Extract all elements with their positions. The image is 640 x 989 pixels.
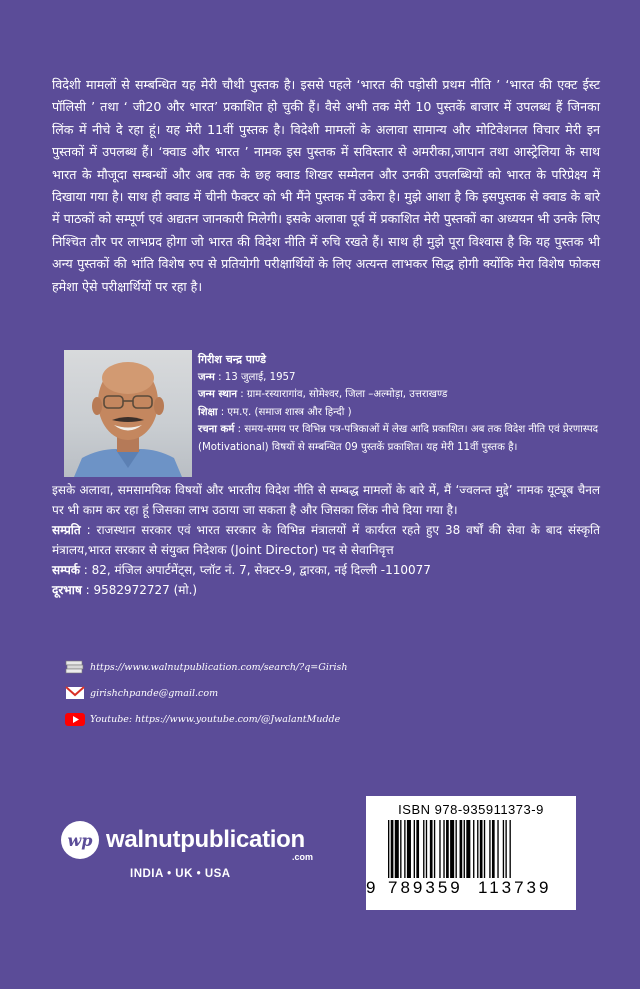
author-birthplace: जन्म स्थान : ग्राम-रस्यारागांव, सोमेश्वर, जिला –अल्मोड़ा, उत्तराखण्ड — [198, 389, 448, 401]
phone-line: दूरभाष : 9582972727 (मो.) — [52, 583, 198, 597]
mail-icon — [64, 685, 86, 701]
books-icon — [64, 659, 86, 675]
books-link-row[interactable] — [64, 658, 347, 676]
publisher-logo — [60, 820, 320, 860]
youtube-link-row[interactable] — [64, 710, 347, 728]
email-link-row[interactable] — [64, 684, 347, 702]
author-name: गिरीश चन्द्र पाण्डे — [198, 353, 266, 366]
publisher-regions: INDIA • UK • USA — [130, 868, 231, 880]
youtube-channel-note: इसके अलावा, समसामयिक विषयों और भारतीय विदेश नीति से सम्बद्ध मामलों के बारे में, मैं ‘ज्वलन्त मुद्दे’ नामक यूट्यूब चैनल पर भी काम कर रहा हूं जिसका लाभ उठाया जा सकता है और जिसका लिंक नीचे दिया गया है। — [52, 483, 600, 517]
additional-info — [52, 480, 600, 600]
publisher-domain: .com — [292, 852, 314, 862]
publisher-name: walnutpublication — [106, 826, 305, 853]
career-line: सम्प्रति : राजस्थान सरकार एवं भारत सरकार के विभिन्न मंत्रालयों में कार्यरत रहते हुए 38 वर्षों की सेवा के बाद संस्कृति मंत्रालय,भारत सरकार से संयुक्त निदेशक (Joint Director) पद से सेवानिवृत्त — [52, 523, 600, 557]
author-education: शिक्षा : एम.ए. (समाज शास्त्र और हिन्दी ) — [198, 406, 352, 418]
contact-line: सम्पर्क : 82, मंजिल अपार्टमेंट्स, प्लॉट नं. 7, सेक्टर-9, द्वारका, नई दिल्ली -110077 — [52, 563, 431, 577]
intro-paragraph: विदेशी मामलों से सम्बन्धित यह मेरी चौथी पुस्तक है। इससे पहले ‘भारत की पड़ोसी प्रथम नीति ’ ‘भारत की एक्ट ईस्ट पॉलिसी ’ तथा ‘ जी20 और भारत’ प्रकाशित हो चुकी हैं। वैसे अभी तक मेरी 10 पुस्तकें बाजार में उपलब्ध हैं जिनका लिंक में नीचे दे रहा हूं। यह मेरी 11वीं पुस्तक है। विदेशी मामलों के अलावा सामान्य और मोटिवेशनल विचार मेरी इन पुस्तकों में उपलब्ध हैं। ‘क्वाड और भारत ’ नामक इस पुस्तक में सविस्तार से अमरीका,जापान तथा आस्ट्रेलिया के साथ भारत के मौजूदा सम्बन्धों और अब तक के छह क्वाड शिखर सम्मेलन और उनकी उपलब्धियों को भारत के परिप्रेक्ष्य में दिखाया गया है। साथ ही क्वाड में चीनी फैक्टर को भी मैंने पुस्तक में उकेरा है। मुझे आशा है कि इसपुस्तक से क्वाड के बारे में पाठकों को सम्पूर्ण एवं अद्यतन जानकारी मिलेगी। इसके अलावा पूर्व में प्रकाशित मेरी पुस्तकों का अध्ययन भी उनके लिए निश्चित तौर पर लाभप्रद होगा जो भारत की विदेश नीति में रुचि रखते हैं। साथ ही मुझे पूरा विश्वास है कि यह पुस्तक भी अन्य पुस्तकों की भांति विशेष रुप से प्रतियोगी परीक्षार्थियों के लिए अत्यन्त लाभकर सिद्ध होगी क्योंकि मेरा विशेष फोकस हमेशा ऐसे परीक्षार्थियों पर रहा है। — [52, 77, 600, 294]
svg-text:wp: wp — [67, 831, 93, 850]
isbn-barcode: ISBN 978-935911373-9 9 789359 113739 — [366, 796, 576, 910]
barcode-bars — [376, 820, 566, 878]
youtube-link[interactable]: Youtube: https://www.youtube.com/@JwalantMudde — [90, 713, 341, 725]
books-link[interactable]: https://www.walnutpublication.com/search/?q=Girish — [90, 661, 348, 673]
author-photo — [64, 350, 192, 477]
links-list — [64, 658, 347, 736]
author-bio — [198, 351, 600, 457]
author-works: रचना कर्म : समय-समय पर विभिन्न पत्र-पत्रिकाओं में लेख आदि प्रकाशित। अब तक विदेश नीति एवं प्रेरणास्पद (Motivational) विषयों से सम्बन्धित 09 पुस्तकें प्रकाशित। यह मेरी 11वीं पुस्तक है। — [198, 424, 599, 453]
isbn-label: ISBN 978-935911373-9 — [398, 802, 544, 817]
email-link[interactable]: girishchpande@gmail.com — [90, 687, 219, 699]
youtube-icon — [64, 711, 86, 727]
walnut-logo-icon — [60, 820, 100, 860]
author-birth: जन्म : 13 जुलाई, 1957 — [198, 371, 296, 383]
